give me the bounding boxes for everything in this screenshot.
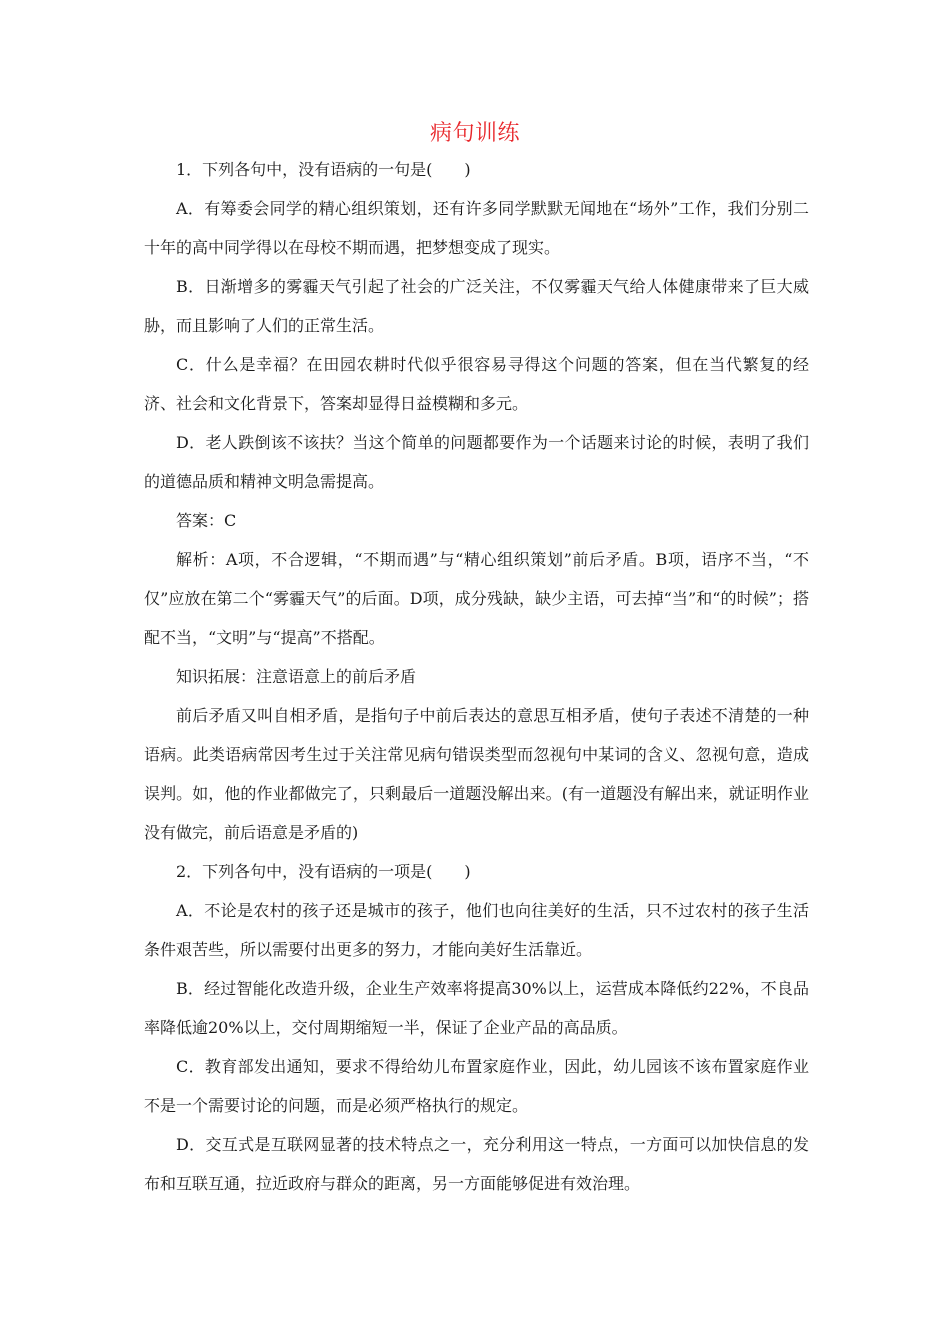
- question-1-answer: 答案：C: [176, 511, 237, 530]
- knowledge-extension-heading: 知识拓展：注意语意上的前后矛盾: [176, 667, 417, 686]
- question-2-option-c: C．教育部发出通知，要求不得给幼儿布置家庭作业，因此，幼儿园该不该布置家庭作业不是一个需要讨论的问题，而是必须严格执行的规定。: [144, 1057, 809, 1115]
- knowledge-extension-text: 前后矛盾又叫自相矛盾，是指句子中前后表达的意思互相矛盾，使句子表述不清楚的一种语病。此类语病常因考生过于关注常见病句错误类型而忽视句中某词的含义、忽视句意，造成误判。如，他的作业都做完了，只剩最后一道题没解出来。(有一道题没有解出来，就证明作业没有做完，前后语意是矛盾的): [144, 706, 809, 842]
- question-1-option-b: B．日渐增多的雾霾天气引起了社会的广泛关注，不仅雾霾天气给人体健康带来了巨大威胁，而且影响了人们的正常生活。: [144, 277, 809, 335]
- question-2-option-b: B．经过智能化改造升级，企业生产效率将提高30%以上，运营成本降低约22%，不良品率降低逾20%以上，交付周期缩短一半，保证了企业产品的高品质。: [144, 979, 809, 1037]
- document-title: 病句训练: [429, 121, 520, 146]
- question-2-option-a: A．不论是农村的孩子还是城市的孩子，他们也向往美好的生活，只不过农村的孩子生活条件艰苦些，所以需要付出更多的努力，才能向美好生活靠近。: [144, 901, 809, 959]
- document-body: [144, 150, 809, 1203]
- question-2-stem: 2．下列各句中，没有语病的一项是( ): [176, 862, 471, 881]
- question-1-option-c: C．什么是幸福？在田园农耕时代似乎很容易寻得这个问题的答案，但在当代繁复的经济、社会和文化背景下，答案却显得日益模糊和多元。: [144, 355, 809, 413]
- question-1-option-a: A．有筹委会同学的精心组织策划，还有许多同学默默无闻地在“场外”工作，我们分别二十年的高中同学得以在母校不期而遇，把梦想变成了现实。: [144, 199, 809, 257]
- question-1-analysis: 解析：A项，不合逻辑，“不期而遇”与“精心组织策划”前后矛盾。B项，语序不当，“不仅”应放在第二个“雾霾天气”的后面。D项，成分残缺，缺少主语，可去掉“当”和“的时候”；搭配不当，“文明”与“提高”不搭配。: [144, 550, 809, 647]
- question-1-option-d: D．老人跌倒该不该扶？当这个简单的问题都要作为一个话题来讨论的时候，表明了我们的道德品质和精神文明急需提高。: [144, 433, 809, 491]
- question-2-option-d: D．交互式是互联网显著的技术特点之一，充分利用这一特点，一方面可以加快信息的发布和互联互通，拉近政府与群众的距离，另一方面能够促进有效治理。: [144, 1135, 809, 1193]
- question-1-stem: 1．下列各句中，没有语病的一句是( ): [176, 160, 471, 179]
